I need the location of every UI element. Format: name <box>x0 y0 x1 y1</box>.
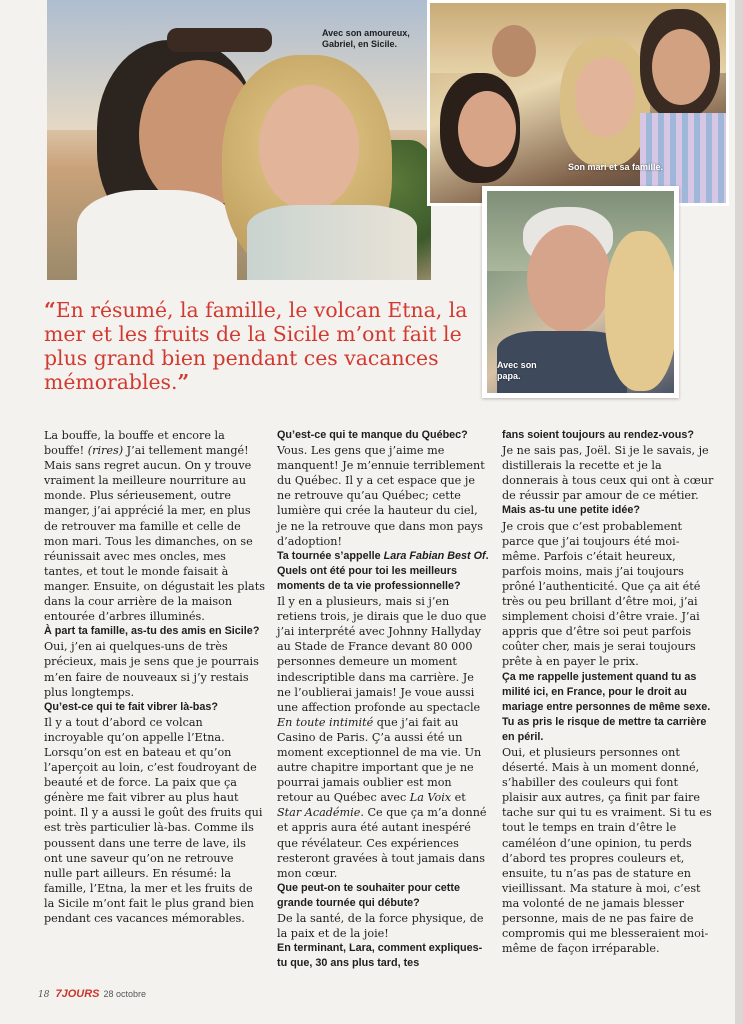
answer-paragraph: Vous. Les gens que j’aime me manquent! Je m’ennuie terriblement du Québec. Il y a cet espace que je ne retrouve qu’au Québec; cette lumière qui crée la hauteur du ciel, je ne la retrouve que dans mon pays d’adoption! <box>277 444 485 548</box>
question: fans soient toujours au rendez-vous? <box>502 429 694 441</box>
papa-face <box>527 225 611 333</box>
answer-paragraph <box>44 428 265 624</box>
quote-open-mark: “ <box>44 298 56 322</box>
answer-text: que j’ai fait au Casino de Paris. Ç’a aussi été un moment exceptionnel de ma vie. Un autre chapitre important que je ne pourrai jamais oublier est mon retour au Québec avec <box>277 715 482 805</box>
article-column-2 <box>277 428 489 971</box>
magazine-logo: 7JOURS <box>55 988 100 1000</box>
woman-top <box>247 205 417 280</box>
question: Mais as-tu une petite idée? <box>502 504 640 517</box>
man-face <box>492 25 536 77</box>
show-title: Star Académie <box>277 806 361 820</box>
answer-paragraph: De la santé, de la force physique, de la paix et de la joie! <box>277 912 484 941</box>
caption-amoureux: Avec son amoureux, Gabriel, en Sicile. <box>322 28 410 49</box>
question: Qu’est-ce qui te manque du Québec? <box>277 429 468 441</box>
answer-text: J’ai tellement mangé! Mais sans regret aucun. On y trouve vraiment la meilleure nourriture au monde. Plus sérieusement, outre manger, j’ai apprécié la mer, en plus de retrouver ma famille et celle de mon mari. Tous les dimanches, on se réunissait avec mes oncles, mes tantes, et tout le monde faisait à manger. Ensuite, on dégustait les plats dans la cour arrière de la maison entourée d’arbres illuminés. <box>44 444 265 624</box>
woman-face <box>259 85 359 210</box>
question: À part ta famille, as-tu des amis en Sicile? <box>44 625 260 638</box>
question <box>277 549 489 594</box>
daughter-hair <box>605 231 677 391</box>
page-edge <box>735 0 743 1024</box>
answer-paragraph <box>277 594 489 881</box>
quote-close-mark: ” <box>177 370 190 394</box>
page-footer <box>38 988 146 1000</box>
question-text: . Quels ont été pour toi les meilleurs moments de ta vie professionnelle? <box>277 549 489 592</box>
issue-date: 28 octobre <box>103 989 147 999</box>
answer-paragraph: Je crois que c’est probablement parce que j’ai toujours été moi-même. Parfois c’était heureux, parfois moins, mais j’ai toujours prôné l’authenticité. Que ça ait été très ou peu brillant d’être moi, j’ai simplement choisi d’être vraie. J’ai appris que d’être soi peut parfois coûter cher, mais je serai toujours prête à en payer le prix. <box>502 519 701 669</box>
question: Que peut-on te souhaiter pour cette grande tournée qui débute? <box>277 881 460 909</box>
question: En terminant, Lara, comment expliques-tu que, 30 ans plus tard, tes <box>277 942 483 970</box>
young-man-face <box>652 29 710 105</box>
answer-italic: (rires) <box>87 444 124 458</box>
article-column-1 <box>44 428 265 926</box>
answer-paragraph: Il y a tout d’abord ce volcan incroyable qu’on appelle l’Etna. Lorsqu’on est en bateau et qu’on l’aperçoit au loin, c’est foudroyant de beauté et de force. La paix que ça génère me fait vibrer au plus haut point. Il y a aussi le goût des fruits qui est très particulier là-bas. Comme ils poussent dans une terre de lave, ils ont une saveur qu’on ne retrouve nulle part ailleurs. En résumé: la famille, l’Etna, la mer et les fruits de la Sicile m’ont fait le plus grand bien pendant ces vacances mémorables. <box>44 715 263 925</box>
pull-quote <box>44 298 474 394</box>
woman-face <box>458 91 516 167</box>
caption-papa: Avec son papa. <box>497 360 537 381</box>
caption-famille: Son mari et sa famille. <box>568 162 664 172</box>
answer-text: Il y en a plusieurs, mais si j’en retiens trois, je dirais que le duo que j’ai interprété avec Johnny Hallyday au Stade de France devant 80 000 personnes demeure un moment indescriptible dans ma carrière. Je ne l’oublierai jamais! Je voue aussi une affection profonde au spectacle <box>277 595 487 714</box>
question: Ça me rappelle justement quand tu as milité ici, en France, pour le droit au mariage entre personnes de même sexe. Tu as pris le risque de mettre ta carrière en péril. <box>502 670 711 743</box>
answer-text: et <box>451 791 466 805</box>
show-title: En toute intimité <box>277 715 374 729</box>
man-shirt <box>77 190 237 280</box>
answer-text: . Ce que ça m’a donné et appris aura été autant inespéré que révélateur. Ces expériences resteront gravées à tout jamais dans mon cœur. <box>277 806 487 880</box>
answer-paragraph: Je ne sais pas, Joël. Si je le savais, je distillerais la recette et je la donnerais à tous ceux qui ont à cœur de réussir par amour de ce métier. <box>502 444 714 503</box>
sunglasses <box>167 28 272 52</box>
question-text: Ta tournée s’appelle <box>277 549 384 562</box>
answer-paragraph: Oui, et plusieurs personnes ont déserté. Mais à un moment donné, s’habiller des couleurs qui font plaisir aux autres, ça finit par faire tache sur qui tu es vraiment. Si tu es tout le temps en train d’être le caméléon d’une opinion, tu perds d’abord tes propres couleurs et, ensuite, tu n’as pas de stature en vieillissant. Ma stature à moi, c’est ma volonté de ne jamais blesser personne, mais de ne pas faire de compromis qui me blesseraient moi-même de façon irréparable. <box>502 745 712 956</box>
article-column-3 <box>502 428 714 956</box>
answer-paragraph: Oui, j’en ai quelques-uns de très précieux, mais je sens que je pourrais m’en faire de nouveaux si j’y restais plus longtemps. <box>44 640 259 699</box>
question: Qu’est-ce qui te fait vibrer là-bas? <box>44 700 218 713</box>
show-title: La Voix <box>409 791 452 805</box>
photo-family <box>427 0 729 206</box>
answer-text: La bouffe, la bouffe et encore la bouffe! <box>44 429 225 458</box>
page-number: 18 <box>38 990 50 1000</box>
blonde-face <box>575 57 635 137</box>
quote-text: En résumé, la famille, le volcan Etna, la mer et les fruits de la Sicile m’ont fait le plus grand bien pendant ces vacances mémorables. <box>44 298 468 394</box>
tour-title: Lara Fabian Best Of <box>383 549 486 562</box>
